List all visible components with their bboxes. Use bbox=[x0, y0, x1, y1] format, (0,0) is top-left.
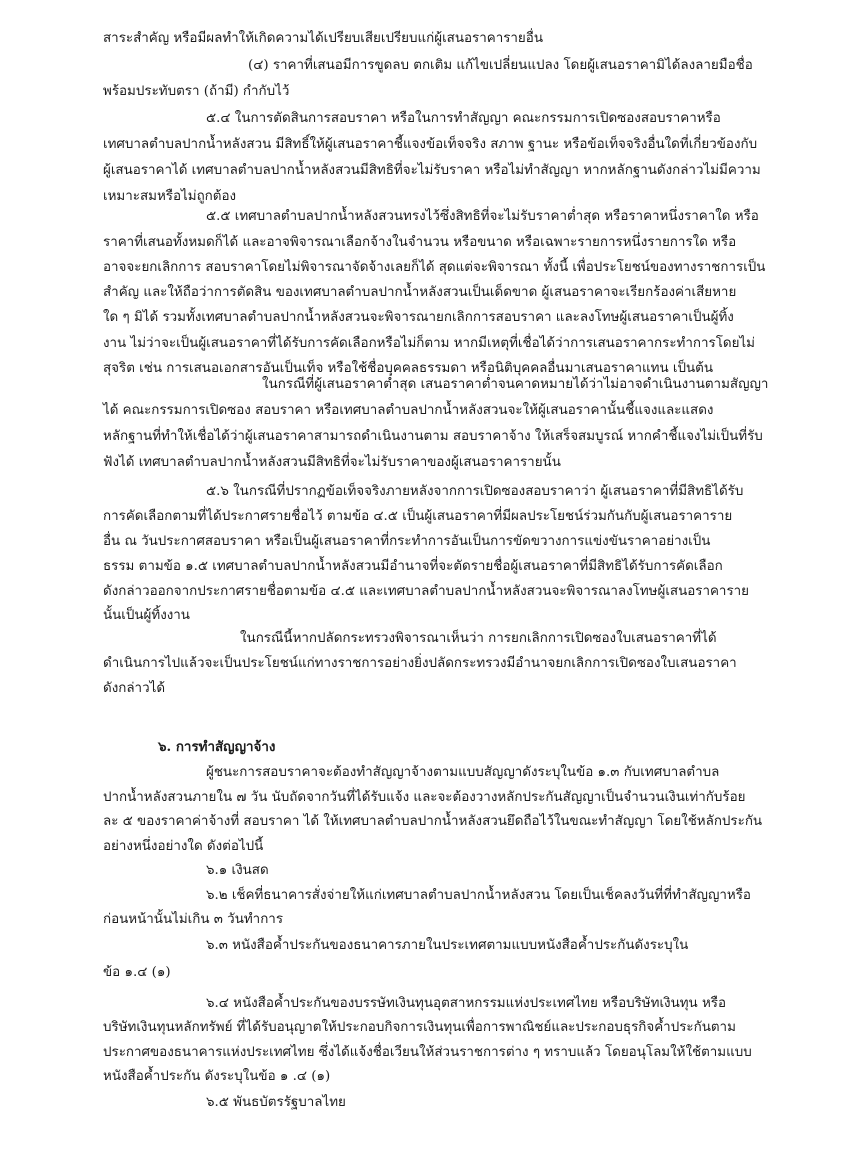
text-line: ผู้เสนอราคาได้ เทศบาลตำบลปากน้ำหลังสวนมีสิทธิที่จะไม่รับราคา หรือไม่ทำสัญญา หากหลักฐานดังกล่าวไม่มีความ bbox=[103, 163, 761, 178]
text-line: ๖.๑ เงินสด bbox=[206, 863, 269, 878]
text-line: ในกรณีนี้หากปลัดกระทรวงพิจารณาเห็นว่า การยกเลิกการเปิดซองใบเสนอราคาที่ได้ bbox=[240, 631, 717, 646]
text-line: ดังกล่าวได้ bbox=[103, 681, 166, 696]
text-line: สุจริต เช่น การเสนอเอกสารอันเป็นเท็จ หรือใช้ชื่อบุคคลธรรมดา หรือนิติบุคคลอื่นมาเสนอราคาแทน เป็นต้น bbox=[103, 361, 713, 376]
text-line: ละ ๕ ของราคาค่าจ้างที่ สอบราคา ได้ ให้เทศบาลตำบลปากน้ำหลังสวนยึดถือไว้ในขณะทำสัญญา โดยใช้หลักประกัน bbox=[103, 814, 763, 829]
text-line: ปากน้ำหลังสวนภายใน ๗ วัน นับถัดจากวันที่ได้รับแจ้ง และจะต้องวางหลักประกันสัญญาเป็นจำนวนเงินเท่ากับร้อย bbox=[103, 790, 746, 805]
text-line: พร้อมประทับตรา (ถ้ามี) กำกับไว้ bbox=[103, 84, 290, 99]
text-line: ๖.๕ พันธบัตรรัฐบาลไทย bbox=[206, 1095, 346, 1110]
text-line: สาระสำคัญ หรือมีผลทำให้เกิดความได้เปรียบเสียเปรียบแก่ผู้เสนอราคารายอื่น bbox=[103, 31, 543, 46]
text-line: ธรรม ตามข้อ ๑.๕ เทศบาลตำบลปากน้ำหลังสวนมีอำนาจที่จะตัดรายชื่อผู้เสนอราคาที่มีสิทธิได้รับการคัดเลือก bbox=[103, 559, 723, 574]
text-line: ข้อ ๑.๔ (๑) bbox=[103, 965, 171, 980]
text-line: (๔) ราคาที่เสนอมีการขูดลบ ตกเติม แก้ไขเปลี่ยนแปลง โดยผู้เสนอราคามิได้ลงลายมือชื่อ bbox=[248, 58, 753, 73]
text-line: อย่างหนึ่งอย่างใด ดังต่อไปนี้ bbox=[103, 839, 264, 854]
text-line: ๕.๔ ในการตัดสินการสอบราคา หรือในการทำสัญญา คณะกรรมการเปิดซองสอบราคาหรือ bbox=[206, 111, 721, 126]
text-line: ๕.๖ ในกรณีที่ปรากฏข้อเท็จจริงภายหลังจากการเปิดซองสอบราคาว่า ผู้เสนอราคาที่มีสิทธิได้รับ bbox=[206, 484, 744, 499]
text-line: ๖.๔ หนังสือค้ำประกันของบรรษัทเงินทุนอุตสาหกรรมแห่งประเทศไทย หรือบริษัทเงินทุน หรือ bbox=[206, 996, 727, 1011]
text-line: งาน ไม่ว่าจะเป็นผู้เสนอราคาที่ได้รับการคัดเลือกหรือไม่ก็ตาม หากมีเหตุที่เชื่อได้ว่าการเสนอราคากระทำการโดยไม่ bbox=[103, 336, 755, 351]
text-line: ผู้ชนะการสอบราคาจะต้องทำสัญญาจ้างตามแบบสัญญาดังระบุในข้อ ๑.๓ กับเทศบาลตำบล bbox=[206, 765, 720, 780]
text-line: ก่อนหน้านั้นไม่เกิน ๓ วันทำการ bbox=[103, 912, 284, 927]
text-line: ประกาศของธนาคารแห่งประเทศไทย ซึ่งได้แจ้งชื่อเวียนให้ส่วนราชการต่าง ๆ ทราบแล้ว โดยอนุโลมให้ใช้ตามแบบ bbox=[103, 1045, 752, 1060]
text-line: ได้ คณะกรรมการเปิดซอง สอบราคา หรือเทศบาลตำบลปากน้ำหลังสวนจะให้ผู้เสนอราคานั้นชี้แจงและแสดง bbox=[103, 403, 714, 418]
text-line: ๖.๓ หนังสือค้ำประกันของธนาคารภายในประเทศตามแบบหนังสือค้ำประกันดังระบุใน bbox=[206, 938, 689, 953]
text-line: ดังกล่าวออกจากประกาศรายชื่อตามข้อ ๔.๕ และเทศบาลตำบลปากน้ำหลังสวนจะพิจารณาลงโทษผู้เสนอราคาราย bbox=[103, 584, 750, 599]
text-line: ในกรณีที่ผู้เสนอราคาต่ำสุด เสนอราคาต่ำจนคาดหมายได้ว่าไม่อาจดำเนินงานตามสัญญา bbox=[262, 377, 769, 392]
text-line: อาจจะยกเลิกการ สอบราคาโดยไม่พิจารณาจัดจ้างเลยก็ได้ สุดแต่จะพิจารณา ทั้งนี้ เพื่อประโยชน์ของทางราชการเป็น bbox=[103, 260, 766, 275]
text-line: ใด ๆ มิได้ รวมทั้งเทศบาลตำบลปากน้ำหลังสวนจะพิจารณายกเลิกการสอบราคา และลงโทษผู้เสนอราคาเป็นผู้ทิ้ง bbox=[103, 310, 734, 325]
text-line: ฟังได้ เทศบาลตำบลปากน้ำหลังสวนมีสิทธิที่จะไม่รับราคาของผู้เสนอราคารายนั้น bbox=[103, 455, 561, 470]
text-line: นั้นเป็นผู้ทิ้งงาน bbox=[103, 608, 190, 623]
text-line: สำคัญ และให้ถือว่าการตัดสิน ของเทศบาลตำบลปากน้ำหลังสวนเป็นเด็ดขาด ผู้เสนอราคาจะเรียกร้องค่าเสียหาย bbox=[103, 285, 737, 300]
text-line: เทศบาลตำบลปากน้ำหลังสวน มีสิทธิ์ให้ผู้เสนอราคาชี้แจงข้อเท็จจริง สภาพ ฐานะ หรือข้อเท็จจริงอื่นใดที่เกี่ยวข้องกับ bbox=[103, 137, 758, 152]
text-line: การคัดเลือกตามที่ได้ประกาศรายชื่อไว้ ตามข้อ ๔.๕ เป็นผู้เสนอราคาที่มีผลประโยชน์ร่วมกันกับผู้เสนอราคาราย bbox=[103, 509, 733, 524]
text-line: หนังสือค้ำประกัน ดังระบุในข้อ ๑ .๔ (๑) bbox=[103, 1069, 331, 1084]
text-line: อื่น ณ วันประกาศสอบราคา หรือเป็นผู้เสนอราคาที่กระทำการอันเป็นการขัดขวางการแข่งขันราคาอย่างเป็น bbox=[103, 534, 711, 549]
text-line: เหมาะสมหรือไม่ถูกต้อง bbox=[103, 189, 237, 204]
section-heading: ๖. การทำสัญญาจ้าง bbox=[158, 739, 276, 755]
text-line: หลักฐานที่ทำให้เชื่อได้ว่าผู้เสนอราคาสามารถดำเนินงานตาม สอบราคาจ้าง ให้เสร็จสมบูรณ์ หากคำชี้แจงไม่เป็นที่รับ bbox=[103, 429, 763, 444]
text-line: ๖.๒ เช็คที่ธนาคารสั่งจ่ายให้แก่เทศบาลตำบลปากน้ำหลังสวน โดยเป็นเช็คลงวันที่ที่ทำสัญญาหรือ bbox=[206, 888, 751, 903]
text-line: ดำเนินการไปแล้วจะเป็นประโยชน์แก่ทางราชการอย่างยิ่งปลัดกระทรวงมีอำนาจยกเลิกการเปิดซองใบเสนอราคา bbox=[103, 656, 737, 671]
text-line: ราคาที่เสนอทั้งหมดก็ได้ และอาจพิจารณาเลือกจ้างในจำนวน หรือขนาด หรือเฉพาะรายการหนึ่งรายการใด หรือ bbox=[103, 235, 737, 250]
text-line: ๕.๕ เทศบาลตำบลปากน้ำหลังสวนทรงไว้ซึ่งสิทธิที่จะไม่รับราคาต่ำสุด หรือราคาหนึ่งราคาใด หรือ bbox=[206, 209, 759, 224]
text-line: บริษัทเงินทุนหลักทรัพย์ ที่ได้รับอนุญาตให้ประกอบกิจการเงินทุนเพื่อการพาณิชย์และประกอบธุรกิจค้ำประกันตาม bbox=[103, 1020, 736, 1035]
